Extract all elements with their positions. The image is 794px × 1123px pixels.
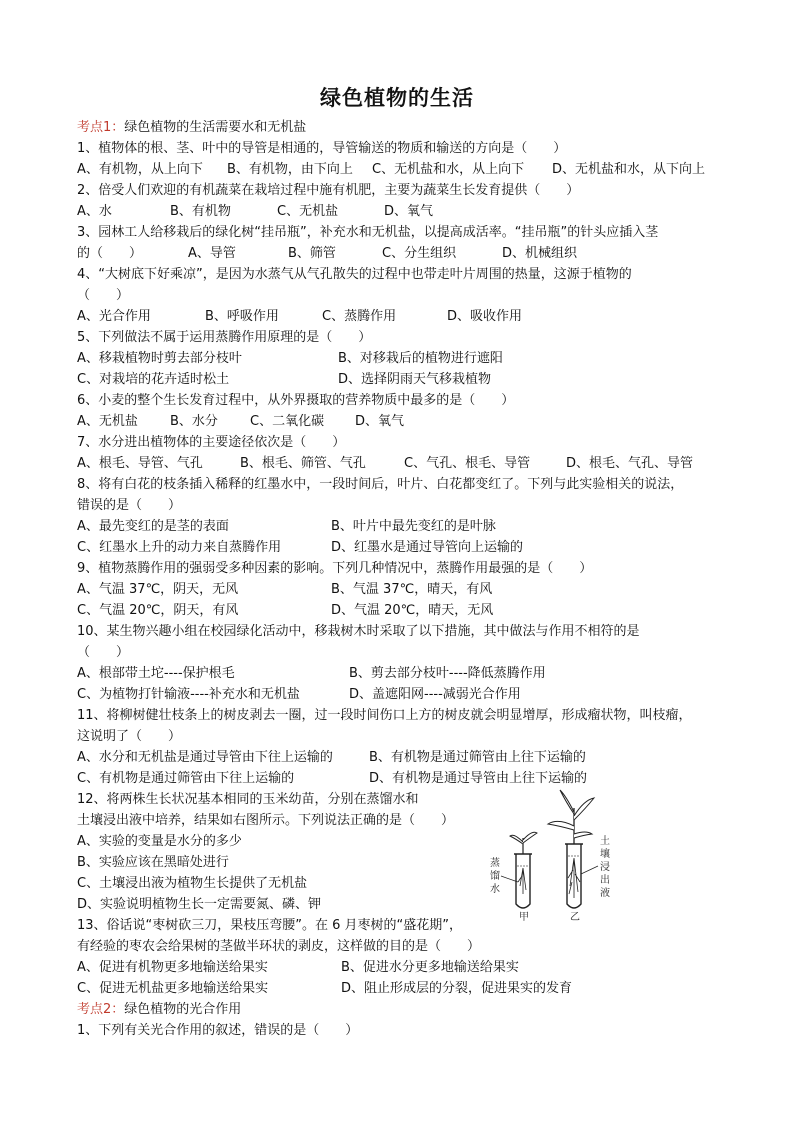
q2-option-c: C、无机盐 (277, 204, 339, 219)
q9-option-b: B、气温 37℃，晴天，有风 (331, 582, 493, 597)
question-12-stem: 12、将两株生长状况基本相同的玉米幼苗，分别在蒸馏水和 (77, 792, 419, 807)
section-text: 绿色植物的生活需要水和无机盐 (124, 120, 307, 135)
q4-option-c: C、蒸腾作用 (322, 309, 397, 324)
q5-option-b: B、对移栽后的植物进行遮阳 (338, 351, 503, 366)
section-prefix: 考点2： (77, 1002, 125, 1017)
question-11-stem: 11、将柳树健壮枝条上的树皮剥去一圈，过一段时间伤口上方的树皮就会明显增厚，形成瘤状物，叫枝瘤， (77, 708, 692, 723)
q5-option-c: C、对栽培的花卉适时松土 (77, 372, 230, 387)
question-3-stem: 3、园林工人给移栽后的绿化树“挂吊瓶”，补充水和无机盐，以提高成活率。“挂吊瓶”的针头应插入茎 (77, 225, 659, 240)
q10-option-c: C、为植物打针输液----补充水和无机盐 (77, 687, 300, 702)
q9-option-d: D、气温 20℃，晴天，无风 (331, 603, 494, 618)
q4-option-a: A、光合作用 (77, 309, 151, 324)
question-11-stem-cont: 这说明了（ ） (77, 729, 182, 744)
question-13-stem: 13、俗话说“枣树砍三刀，果枝压弯腰”。在 6 月枣树的“盛花期”， (77, 918, 463, 933)
q6-option-d: D、氧气 (355, 414, 405, 429)
q3-option-b: B、筛管 (288, 246, 336, 261)
section2-question-1-stem: 1、下列有关光合作用的叙述，错误的是（ ） (77, 1023, 359, 1038)
q7-option-d: D、根毛、气孔、导管 (566, 456, 694, 471)
q8-option-c: C、红墨水上升的动力来自蒸腾作用 (77, 540, 282, 555)
q6-option-c: C、二氧化碳 (250, 414, 325, 429)
q2-option-d: D、氧气 (384, 204, 434, 219)
question-6-stem: 6、小麦的整个生长发育过程中，从外界摄取的营养物质中最多的是（ ） (77, 393, 515, 408)
q10-option-a: A、根部带土坨----保护根毛 (77, 666, 235, 681)
q12-option-d: D、实验说明植物生长一定需要氮、磷、钾 (77, 897, 322, 912)
q5-option-d: D、选择阴雨天气移栽植物 (338, 372, 492, 387)
q12-option-b: B、实验应该在黑暗处进行 (77, 855, 229, 870)
right-label-char-4: 出 (600, 875, 610, 886)
left-label-char-1: 蒸 (490, 858, 500, 869)
left-label-char-2: 馏 (490, 871, 500, 882)
question-2-stem: 2、倍受人们欢迎的有机蔬菜在栽培过程中施有机肥，主要为蔬菜生长发育提供（ ） (77, 183, 580, 198)
left-caption: 甲 (519, 912, 529, 921)
q4-option-b: B、呼吸作用 (205, 309, 279, 324)
q10-option-d: D、盖遮阳网----减弱光合作用 (349, 687, 521, 702)
q11-option-d: D、有机物是通过导管由上往下运输的 (369, 771, 588, 786)
q10-option-b: B、剪去部分枝叶----降低蒸腾作用 (349, 666, 546, 681)
q6-option-a: A、无机盐 (77, 414, 138, 429)
q2-option-b: B、有机物 (170, 204, 231, 219)
question-7-stem: 7、水分进出植物体的主要途径依次是（ ） (77, 435, 346, 450)
right-label-char-5: 液 (600, 888, 610, 899)
q12-option-c: C、土壤浸出液为植物生长提供了无机盐 (77, 876, 308, 891)
q6-option-b: B、水分 (170, 414, 218, 429)
section-heading-1 (77, 120, 306, 136)
q11-option-b: B、有机物是通过筛管由上往下运输的 (369, 750, 586, 765)
section-prefix: 考点1： (77, 120, 125, 135)
q8-option-b: B、叶片中最先变红的是叶脉 (331, 519, 496, 534)
q8-option-d: D、红墨水是通过导管向上运输的 (331, 540, 524, 555)
q3-option-c: C、分生组织 (382, 246, 457, 261)
q1-option-c: C、无机盐和水，从上向下 (372, 162, 525, 177)
question-13-stem-cont: 有经验的枣农会给果树的茎做半环状的剥皮，这样做的目的是（ ） (77, 939, 481, 954)
q3-option-d: D、机械组织 (502, 246, 578, 261)
q1-option-d: D、无机盐和水，从下向上 (552, 162, 706, 177)
right-label-char-3: 浸 (600, 862, 610, 873)
q1-option-b: B、有机物，由下向上 (227, 162, 353, 177)
q7-option-b: B、根毛、筛管、气孔 (240, 456, 366, 471)
q3-option-a: A、导管 (188, 246, 236, 261)
q11-option-c: C、有机物是通过筛管由下往上运输的 (77, 771, 295, 786)
question-4-stem-cont: （ ） (77, 288, 130, 303)
question-5-stem: 5、下列做法不属于运用蒸腾作用原理的是（ ） (77, 330, 372, 345)
q4-option-d: D、吸收作用 (447, 309, 523, 324)
question-12-stem-cont: 土壤浸出液中培养，结果如右图所示。下列说法正确的是（ ） (77, 813, 455, 828)
q12-option-a: A、实验的变量是水分的多少 (77, 834, 242, 849)
right-label-char-2: 壤 (600, 849, 610, 860)
q8-option-a: A、最先变红的是茎的表面 (77, 519, 229, 534)
section-heading-2 (77, 1002, 241, 1018)
question-10-stem-cont: （ ） (77, 645, 130, 660)
question-4-stem: 4、“大树底下好乘凉”，是因为水蒸气从气孔散失的过程中也带走叶片周围的热量，这源于植物的 (77, 267, 632, 282)
q13-option-a: A、促进有机物更多地输送给果实 (77, 960, 268, 975)
q13-option-c: C、促进无机盐更多地输送给果实 (77, 981, 269, 996)
question-9-stem: 9、植物蒸腾作用的强弱受多种因素的影响。下列几种情况中，蒸腾作用最强的是（ ） (77, 561, 593, 576)
left-label-char-3: 水 (490, 884, 500, 895)
question-8-stem: 8、将有白花的枝条插入稀释的红墨水中，一段时间后，叶片、白花都变红了。下列与此实验相关的说法， (77, 477, 684, 492)
section-text: 绿色植物的光合作用 (124, 1002, 242, 1017)
q1-option-a: A、有机物，从上向下 (77, 162, 203, 177)
question-8-stem-cont: 错误的是（ ） (77, 498, 182, 513)
right-label-char-1: 土 (600, 836, 610, 847)
q9-option-c: C、气温 20℃，阴天，有风 (77, 603, 239, 618)
right-caption: 乙 (570, 912, 580, 921)
q9-option-a: A、气温 37℃，阴天，无风 (77, 582, 239, 597)
question-10-stem: 10、某生物兴趣小组在校园绿化活动中，移栽树木时采取了以下措施，其中做法与作用不相符的是 (77, 624, 640, 639)
right-test-tube (548, 790, 594, 908)
q13-option-d: D、阻止形成层的分裂，促进果实的发育 (341, 981, 573, 996)
q2-option-a: A、水 (77, 204, 112, 219)
left-tube-label (490, 856, 500, 895)
q11-option-a: A、水分和无机盐是通过导管由下往上运输的 (77, 750, 333, 765)
q5-option-a: A、移栽植物时剪去部分枝叶 (77, 351, 242, 366)
seedling-test-tube-figure (486, 786, 616, 921)
right-tube-label (600, 834, 610, 899)
q13-option-b: B、促进水分更多地输送给果实 (341, 960, 519, 975)
q7-option-a: A、根毛、导管、气孔 (77, 456, 203, 471)
q7-option-c: C、气孔、根毛、导管 (404, 456, 531, 471)
left-test-tube (510, 832, 537, 908)
question-1-stem: 1、植物体的根、茎、叶中的导管是相通的，导管输送的物质和输送的方向是（ ） (77, 141, 567, 156)
page-title: 绿色植物的生活 (320, 85, 474, 110)
question-3-stem-cont: 的（ ） (77, 246, 143, 261)
